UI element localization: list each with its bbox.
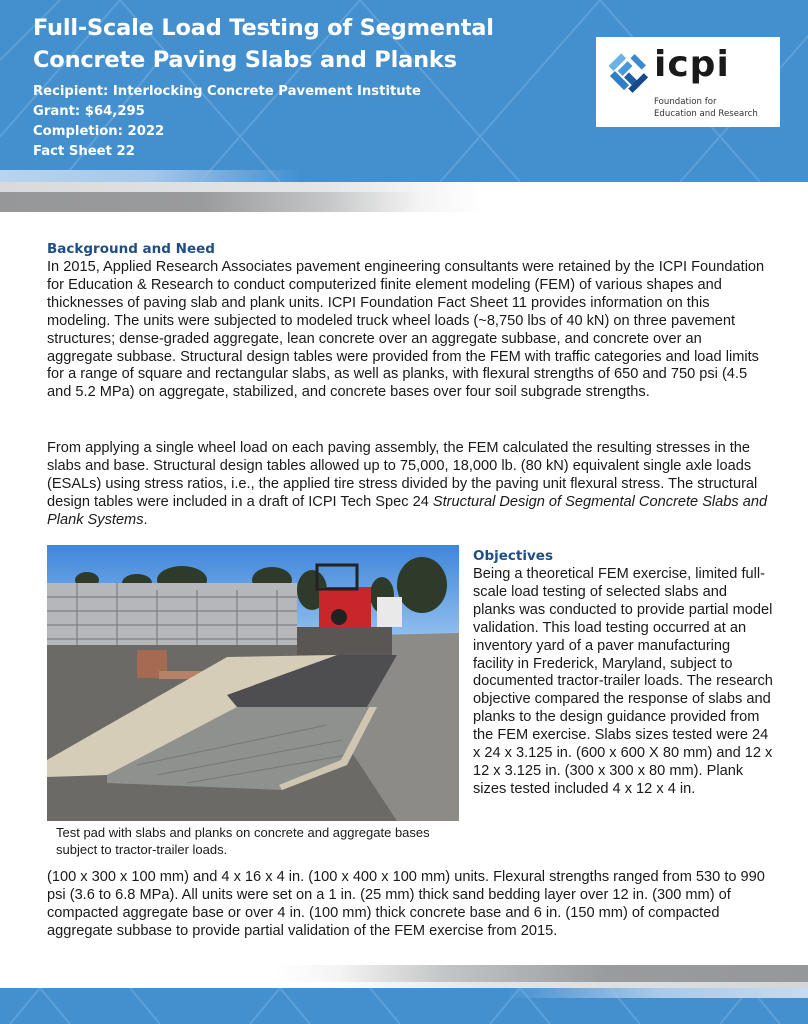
background-paragraph-2 — [47, 440, 769, 530]
logo-subtitle — [654, 96, 758, 120]
banner-highlight — [0, 170, 300, 182]
header-gray-bar — [0, 192, 808, 212]
header-fade-bar — [0, 182, 808, 192]
grant-meta — [33, 82, 421, 162]
recipient-text: Recipient: Interlocking Concrete Pavement Institute — [33, 84, 421, 99]
logo-wordmark: icpi — [654, 44, 730, 85]
objectives-heading: Objectives — [473, 548, 553, 564]
paragraph-2-end: . — [143, 511, 148, 528]
footer-highlight — [508, 988, 808, 998]
logo-subtitle-line1: Foundation for — [654, 97, 717, 107]
page-title: Full-Scale Load Testing of Segmental Concrete Paving Slabs and Planks — [33, 15, 494, 73]
completion-year: Completion: 2022 — [33, 124, 165, 139]
objectives-paragraph: Being a theoretical FEM exercise, limited full-scale load testing of selected slabs and planks was conducted to provide partial model validation. This load testing occurred at an inventory yard of a paver manufacturing facility in Frederick, Maryland, subject to documented tractor-trailer loads. The research objective compared the response of slabs and planks to the design guidance provided from the FEM exercise. Slabs sizes tested were 24 x 24 x 3.125 in. (600 x 600 X 80 mm) and 12 x 12 x 3.125 in. (300 x 300 x 80 mm). Plank sizes tested included 4 x 12 x 4 in. — [473, 566, 773, 797]
paragraph-2-text: From applying a single wheel load on each paving assembly, the FEM calculated the resulting stresses in the slabs and base. Structural design tables allowed up to 75,000, 18,000 lb. (80 kN) equivalent single axle loads (ESALs) using stress ratios, i.e., the applied tire stress divided by the paving unit flexural stress. The structural design tables were included in a draft of ICPI Tech Spec 24 — [47, 440, 758, 510]
fact-sheet-number: Fact Sheet 22 — [33, 144, 135, 159]
footer-gray-bar — [0, 965, 808, 982]
background-paragraph-1: In 2015, Applied Research Associates pavement engineering consultants were retained by the ICPI Foundation for Education & Research to conduct computerized finite element modeling (FEM) of various shapes and thicknesses of paving slab and plank units. ICPI Foundation Fact Sheet 11 provides information on this modeling. The units were subjected to modeled truck wheel loads (~8,750 lbs of 40 kN) on three pavement structures; dense-graded aggregate, lean concrete over an aggregate subbase, and concrete over an aggregate subbase. Structural design tables were provided from the FEM with traffic categories and load limits for a range of square and rectangular slabs, as well as planks, with flexural strengths of 650 and 750 psi (4.5 and 5.2 MPa) on aggregate, stabilized, and concrete bases over four soil subgrade strengths. — [47, 259, 765, 401]
photo-caption: Test pad with slabs and planks on concrete and aggregate bases subject to tractor-trailer loads. — [56, 825, 430, 857]
test-pad-image — [47, 545, 459, 821]
grant-amount: Grant: $64,295 — [33, 104, 145, 119]
objectives-continuation: (100 x 300 x 100 mm) and 4 x 16 x 4 in. (100 x 400 x 100 mm) units. Flexural strengths ranged from 530 to 990 psi (3.6 to 6.8 MPa). All units were set on a 1 in. (25 mm) thick sand bedding layer over 12 in. (300 mm) of compacted aggregate base or over 4 in. (100 mm) thick concrete base and 6 in. (150 mm) of compacted aggregate subbase to provide partial validation of the FEM exercise from 2015. — [47, 869, 765, 939]
tech-spec-title: Structural Design of Segmental Concrete Slabs and Plank Systems — [47, 493, 768, 528]
footer-banner — [0, 988, 808, 1024]
header-banner — [0, 0, 808, 182]
icpi-diamond-logo-icon — [608, 49, 650, 93]
icpi-logo — [596, 37, 780, 127]
test-pad-photo — [47, 545, 459, 821]
background-heading: Background and Need — [47, 241, 215, 257]
logo-subtitle-line2: Education and Research — [654, 109, 758, 119]
